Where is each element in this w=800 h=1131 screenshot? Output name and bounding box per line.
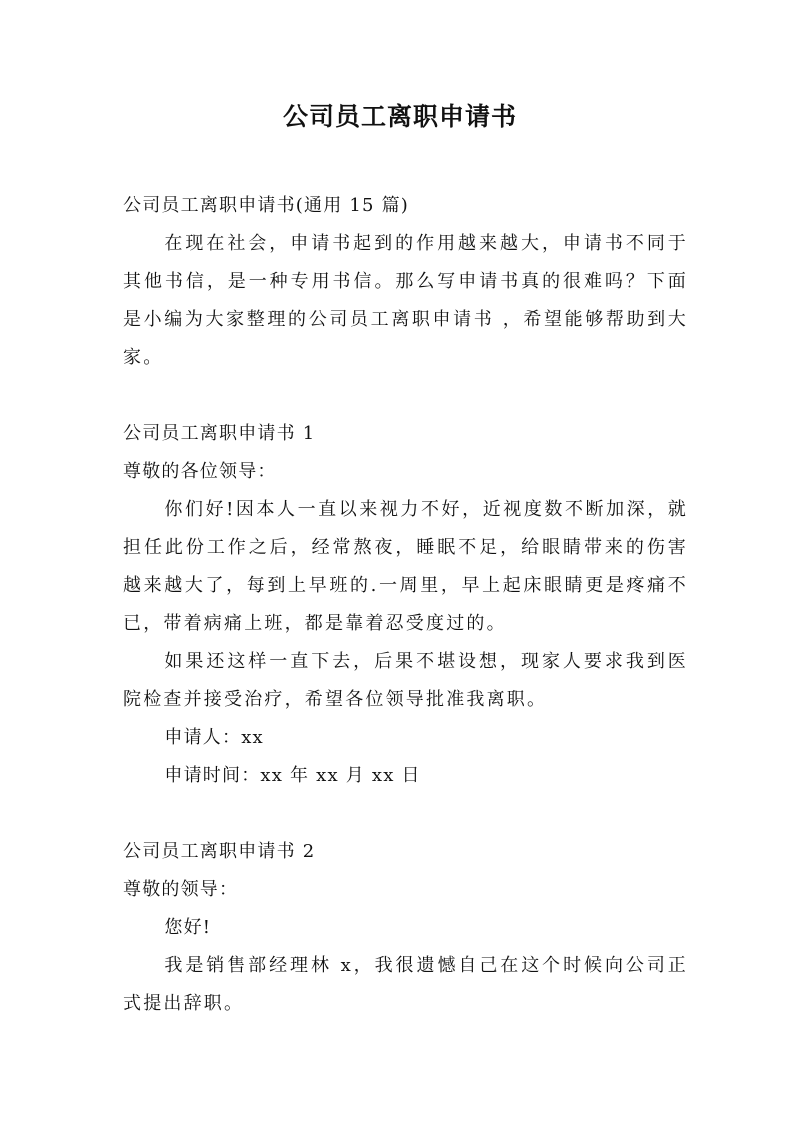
letter-applicant: 申请人：xx [164,727,264,748]
letter-salutation: 尊敬的各位领导： [123,461,277,482]
document-subtitle: 公司员工离职申请书(通用 15 篇) [123,195,409,216]
letter-1 [123,415,688,795]
letter-paragraph: 如果还这样一直下去，后果不堪设想，现家人要求我到医院检查并接受治疗，希望各位领导批准我离职。 [123,651,688,710]
section-gap [123,795,688,833]
letter-salutation: 尊敬的领导： [123,879,239,900]
letter-paragraph: 你们好!因本人一直以来视力不好，近视度数不断加深，就担任此份工作之后，经常熬夜，睡眠不足，给眼睛带来的伤害越来越大了，每到上早班的.一周里，早上起床眼睛更是疼痛不已，带着病痛上班，都是靠着忍受度过的。 [123,499,688,634]
document-body [123,187,688,1023]
letter-heading: 公司员工离职申请书 2 [123,841,316,862]
document-title: 公司员工离职申请书 [282,102,517,131]
letter-heading: 公司员工离职申请书 1 [123,423,316,444]
letter-date: 申请时间：xx 年 xx 月 xx 日 [164,765,421,786]
letter-2 [123,833,688,1023]
intro-paragraph: 在现在社会，申请书起到的作用越来越大，申请书不同于其他书信，是一种专用书信。那么写申请书真的很难吗？下面是小编为大家整理的公司员工离职申请书 ，希望能够帮助到大家。 [123,233,688,368]
letter-greeting: 您好! [164,917,212,938]
letter-paragraph: 我是销售部经理林 x，我很遗憾自己在这个时候向公司正式提出辞职。 [123,955,688,1014]
section-gap [123,377,688,415]
